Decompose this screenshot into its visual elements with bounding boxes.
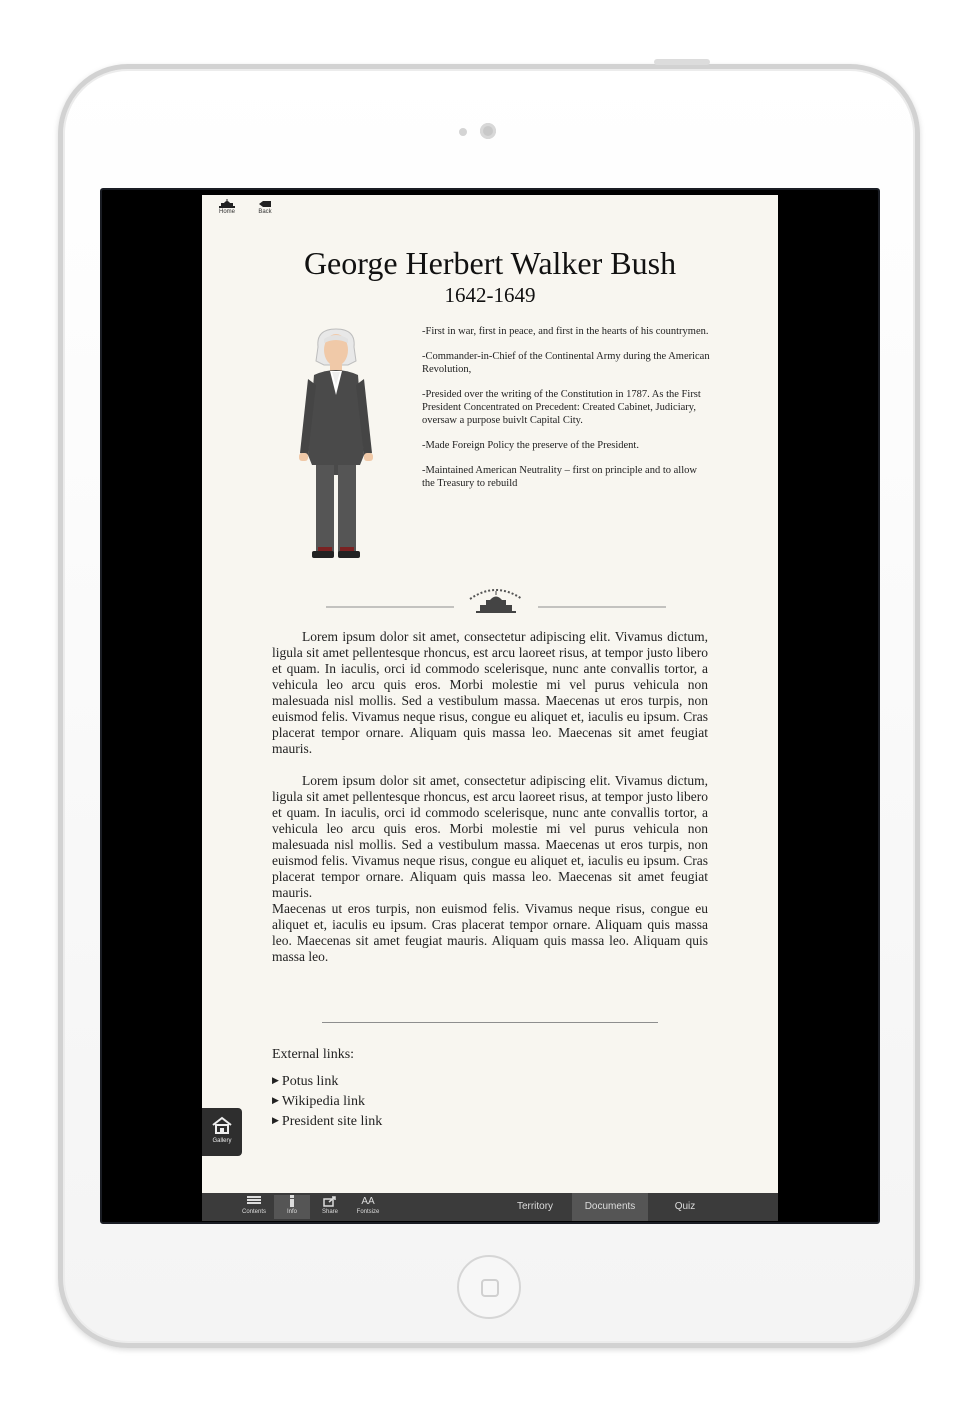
top-nav bbox=[202, 195, 778, 221]
external-links bbox=[272, 1047, 382, 1131]
contents-button[interactable] bbox=[236, 1195, 272, 1219]
president-illustration bbox=[294, 325, 378, 565]
fact-item: -Commander-in-Chief of the Continental Army during the American Revolution, bbox=[422, 351, 710, 375]
section-divider bbox=[322, 1022, 658, 1023]
share-button[interactable] bbox=[312, 1195, 348, 1219]
home-nav-button[interactable] bbox=[212, 199, 242, 215]
home-nav-label: Home bbox=[218, 209, 235, 215]
term-years: 1642-1649 bbox=[444, 283, 536, 307]
bottom-toolbar bbox=[202, 1193, 778, 1221]
triangle-bullet-icon: ▶ bbox=[272, 1095, 279, 1105]
tablet-home-button[interactable] bbox=[457, 1255, 521, 1319]
info-label: Info bbox=[286, 1209, 297, 1215]
camera-sensor bbox=[459, 128, 467, 136]
capitol-icon bbox=[212, 199, 242, 209]
gallery-button[interactable] bbox=[202, 1108, 242, 1156]
camera-lens bbox=[480, 123, 496, 139]
triangle-bullet-icon: ▶ bbox=[272, 1075, 279, 1085]
external-link-potus[interactable]: ▶ Potus link bbox=[272, 1074, 339, 1089]
back-nav-label: Back bbox=[258, 209, 272, 215]
page-title: George Herbert Walker Bush bbox=[303, 245, 677, 281]
tab-territory[interactable]: Territory bbox=[516, 1201, 554, 1212]
article-body bbox=[272, 629, 708, 965]
back-icon bbox=[250, 199, 280, 209]
content-page bbox=[202, 195, 778, 1195]
external-link-wikipedia[interactable]: ▶ Wikipedia link bbox=[272, 1094, 365, 1109]
fact-item: -First in war, first in peace, and first in the hearts of his countrymen. bbox=[422, 326, 709, 337]
tab-documents[interactable]: Documents bbox=[572, 1193, 648, 1221]
gallery-icon bbox=[211, 1116, 233, 1136]
gallery-label: Gallery bbox=[212, 1138, 232, 1144]
fact-item: -Presided over the writing of the Constitution in 1787. As the First President Concentrated on Precedent: Created Cabinet, Judiciary, oversaw a purpose buivlt Capital City. bbox=[422, 389, 701, 426]
info-icon bbox=[274, 1195, 310, 1209]
article-paragraph: Lorem ipsum dolor sit amet, consectetur adipiscing elit. Vivamus dictum, ligula sit amet pellentesque rhoncus, est arcu laoreet risus, at tempor justo libero et quam. In iaculis, orci id commodo scelerisque, nunc ante convallis tortor, a vehicula leo arcu quis eros. Morbi molestie mi vel purus vehicula non malesuada nisl mollis. Sed a vestibulum massa. Maecenas ut eros turpis, non euismod felis. Vivamus neque risus, congue eu aliquet et, iaculis eu ipsum. Cras placerat tempor ornare. Aliquam quis massa leo. Maecenas sit amet feugiat mauris. bbox=[272, 629, 708, 756]
fact-item: -Made Foreign Policy the preserve of the President. bbox=[422, 440, 639, 451]
fontsize-label: Fontsize bbox=[356, 1209, 380, 1215]
fact-item: -Maintained American Neutrality – first on principle and to allow the Treasury to rebuild bbox=[422, 465, 697, 489]
article-paragraph: Maecenas ut eros turpis, non euismod felis. Vivamus neque risus, congue eu aliquet et, iaculis eu ipsum. Cras placerat tempor ornare. Aliquam quis massa leo. Maecenas sit amet feugiat mauris. Aliquam quis massa leo. Aliquam quis massa leo. bbox=[272, 901, 708, 964]
article-paragraph: Lorem ipsum dolor sit amet, consectetur adipiscing elit. Vivamus dictum, ligula sit amet pellentesque rhoncus, est arcu laoreet risus, at tempor justo libero et quam. In iaculis, orci id commodo scelerisque, nunc ante convallis tortor, a vehicula leo arcu quis eros. Morbi molestie mi vel purus vehicula non malesuada nisl mollis. Sed a vestibulum massa. Maecenas ut eros turpis, non euismod felis. Vivamus neque risus, congue eu aliquet et, iaculis eu ipsum. Cras placerat tempor ornare. Aliquam quis massa leo. Maecenas sit amet feugiat mauris. bbox=[272, 773, 708, 900]
capitol-dome-icon bbox=[470, 590, 522, 613]
facts-list bbox=[422, 325, 712, 502]
share-label: Share bbox=[321, 1209, 338, 1215]
tablet-power-button bbox=[654, 59, 710, 65]
ornamental-divider bbox=[326, 587, 666, 617]
info-button[interactable] bbox=[274, 1195, 310, 1219]
fontsize-button[interactable] bbox=[350, 1195, 386, 1219]
list-icon bbox=[236, 1195, 272, 1209]
triangle-bullet-icon: ▶ bbox=[272, 1115, 279, 1125]
back-nav-button[interactable] bbox=[250, 199, 280, 215]
tab-quiz[interactable]: Quiz bbox=[674, 1201, 696, 1212]
fontsize-glyph: AA bbox=[361, 1196, 375, 1207]
contents-label: Contents bbox=[241, 1209, 266, 1215]
external-links-heading: External links: bbox=[272, 1047, 355, 1062]
screen bbox=[100, 188, 880, 1224]
share-icon bbox=[312, 1195, 348, 1209]
external-link-president-site[interactable]: ▶ President site link bbox=[272, 1114, 383, 1129]
